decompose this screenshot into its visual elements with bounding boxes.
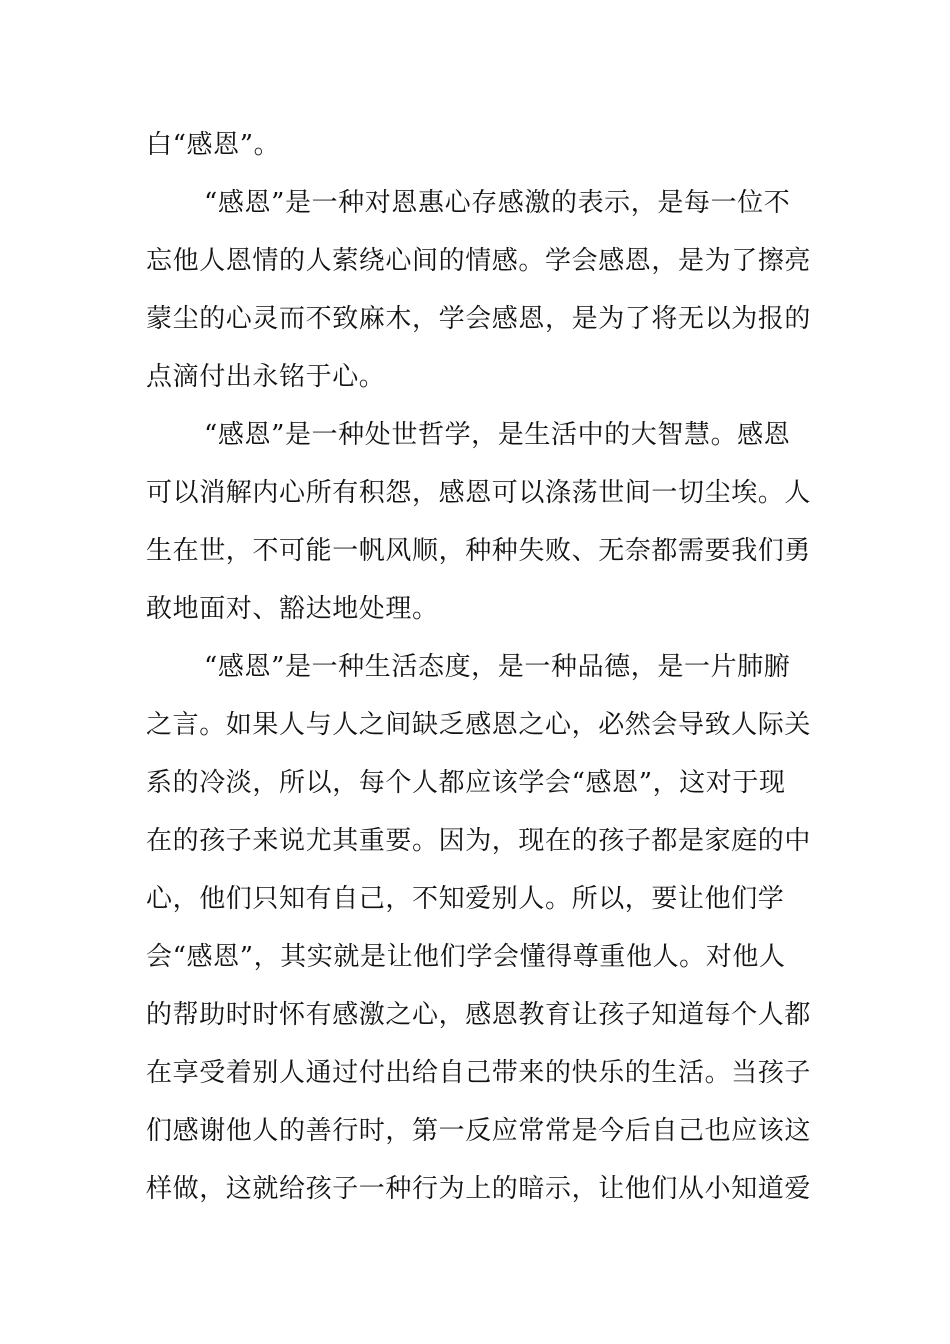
text-line: 点滴付出永铭于心。 [146,362,386,392]
text-line: 在的孩子来说尤其重要。因为，现在的孩子都是家庭的中 [146,826,812,856]
text-line: 的帮助时时怀有感激之心，感恩教育让孩子知道每个人都 [146,1000,812,1030]
text-line: 忘他人恩情的人萦绕心间的情感。学会感恩，是为了擦亮 [146,246,812,276]
text-line: 可以消解内心所有积怨，感恩可以涤荡世间一切尘埃。人 [146,478,812,508]
text-line: 生在世，不可能一帆风顺，种种失败、无奈都需要我们勇 [146,536,812,566]
body-text [146,116,826,1218]
text-line: 样做，这就给孩子一种行为上的暗示，让他们从小知道爱 [146,1174,812,1204]
text-line: 在享受着别人通过付出给自己带来的快乐的生活。当孩子 [146,1058,812,1088]
text-line: 心，他们只知有自己，不知爱别人。所以，要让他们学 [146,884,785,914]
text-line: 之言。如果人与人之间缺乏感恩之心，必然会导致人际关 [146,710,812,740]
text-line: 会“感恩”，其实就是让他们学会懂得尊重他人。对他人 [146,942,786,972]
text-line: 们感谢他人的善行时，第一反应常常是今后自己也应该这 [146,1116,812,1146]
paragraph-start-line: “感恩”是一种处世哲学，是生活中的大智慧。感恩 [204,420,791,450]
text-line: 系的冷淡，所以，每个人都应该学会“感恩”，这对于现 [146,768,786,798]
paragraph-start-line: “感恩”是一种生活态度，是一种品德，是一片肺腑 [204,652,791,682]
paragraph-start-line: “感恩”是一种对恩惠心存感激的表示，是每一位不 [204,188,791,218]
text-line: 蒙尘的心灵而不致麻木，学会感恩，是为了将无以为报的 [146,304,812,334]
text-line: 白“感恩”。 [146,130,281,160]
text-line: 敢地面对、豁达地处理。 [146,594,439,624]
